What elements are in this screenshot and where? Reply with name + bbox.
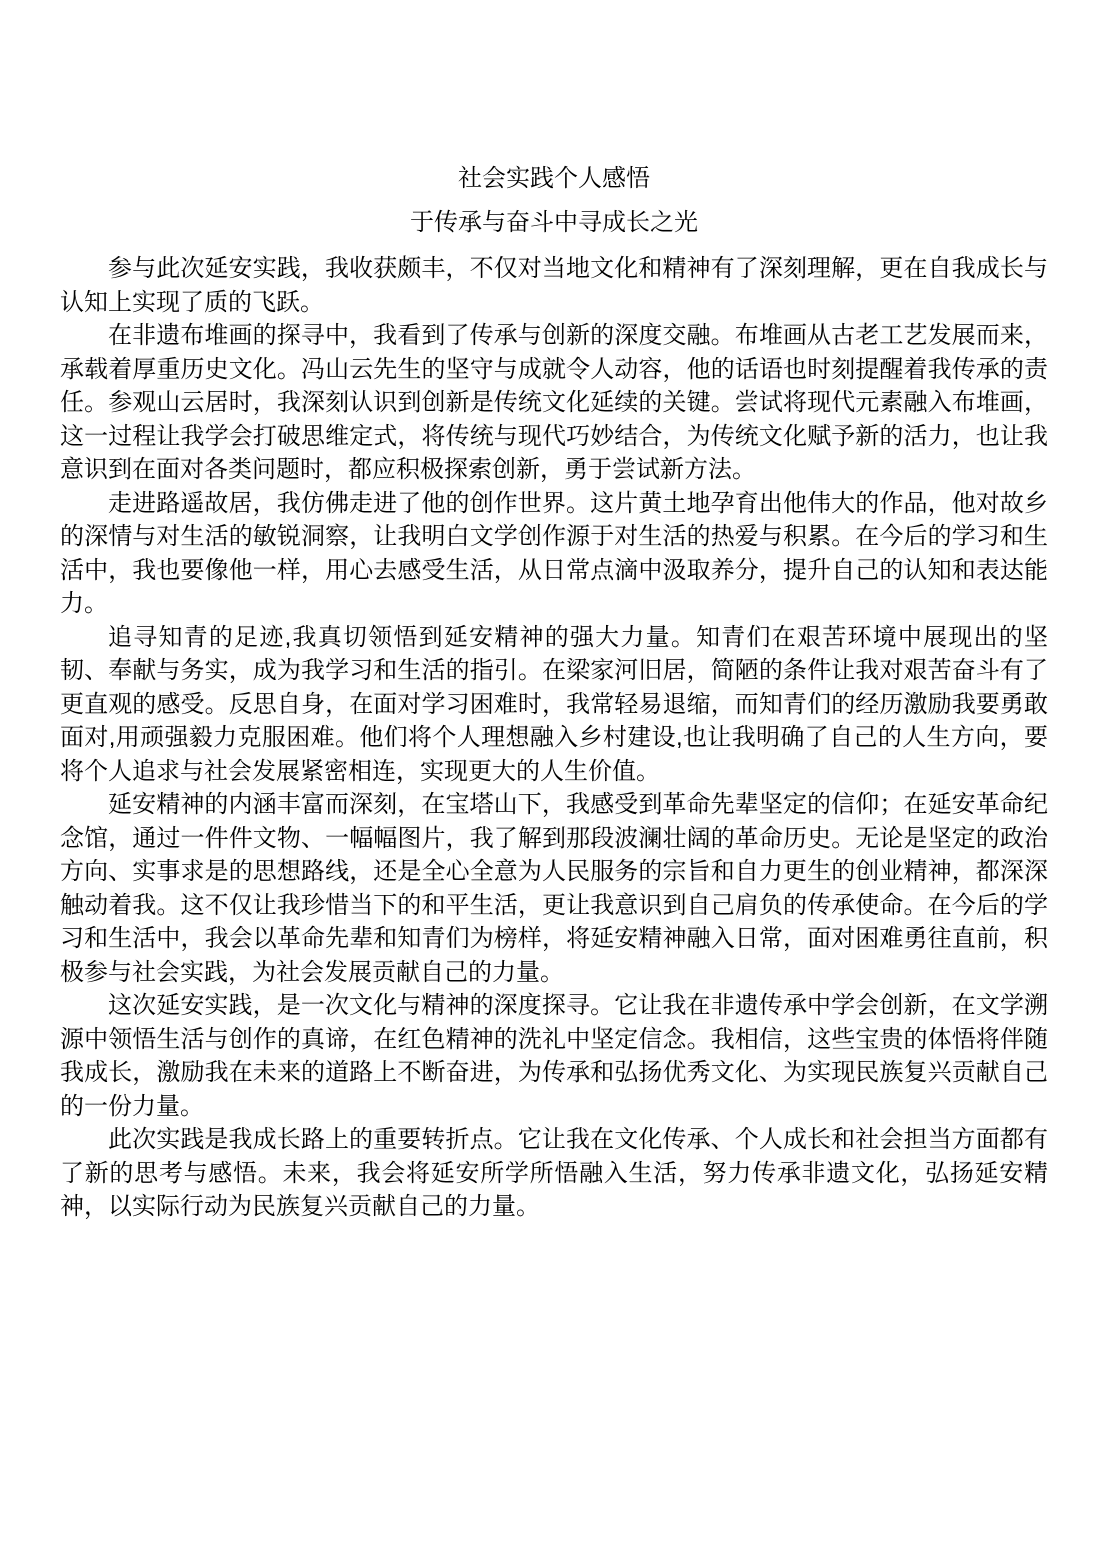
- document-body: [60, 252, 1048, 1224]
- paragraph: 延安精神的内涵丰富而深刻，在宝塔山下，我感受到革命先辈坚定的信仰；在延安革命纪念馆，通过一件件文物、一幅幅图片，我了解到那段波澜壮阔的革命历史。无论是坚定的政治方向、实事求是的思想路线，还是全心全意为人民服务的宗旨和自力更生的创业精神，都深深触动着我。这不仅让我珍惜当下的和平生活，更让我意识到自己肩负的传承使命。在今后的学习和生活中，我会以革命先辈和知青们为榜样，将延安精神融入日常，面对困难勇往直前，积极参与社会实践，为社会发展贡献自己的力量。: [60, 791, 1048, 986]
- paragraph: 这次延安实践，是一次文化与精神的深度探寻。它让我在非遗传承中学会创新，在文学溯源中领悟生活与创作的真谛，在红色精神的洗礼中坚定信念。我相信，这些宝贵的体悟将伴随我成长，激励我在未来的道路上不断奋进，为传承和弘扬优秀文化、为实现民族复兴贡献自己的一份力量。: [60, 992, 1048, 1120]
- paragraph: 追寻知青的足迹,我真切领悟到延安精神的强大力量。知青们在艰苦环境中展现出的坚韧、奉献与务实，成为我学习和生活的指引。在梁家河旧居，简陋的条件让我对艰苦奋斗有了更直观的感受。反思自身，在面对学习困难时，我常轻易退缩，而知青们的经历激励我要勇敢面对,用顽强毅力克服困难。他们将个人理想融入乡村建设,也让我明确了自己的人生方向，要将个人追求与社会发展紧密相连，实现更大的人生价值。: [60, 623, 1048, 785]
- page-title: 社会实践个人感悟: [458, 165, 650, 192]
- paragraph: 此次实践是我成长路上的重要转折点。它让我在文化传承、个人成长和社会担当方面都有了新的思考与感悟。未来，我会将延安所学所悟融入生活，努力传承非遗文化，弘扬延安精神，以实际行动为民族复兴贡献自己的力量。: [60, 1126, 1048, 1220]
- paragraph: 走进路遥故居，我仿佛走进了他的创作世界。这片黄土地孕育出他伟大的作品，他对故乡的深情与对生活的敏锐洞察，让我明白文学创作源于对生活的热爱与积累。在今后的学习和生活中，我也要像他一样，用心去感受生活，从日常点滴中汲取养分，提升自己的认知和表达能力。: [60, 489, 1048, 617]
- page-subtitle: 于传承与奋斗中寻成长之光: [410, 209, 698, 236]
- paragraph: 在非遗布堆画的探寻中，我看到了传承与创新的深度交融。布堆画从古老工艺发展而来，承载着厚重历史文化。冯山云先生的坚守与成就令人动容，他的话语也时刻提醒着我传承的责任。参观山云居时，我深刻认识到创新是传统文化延续的关键。尝试将现代元素融入布堆画，这一过程让我学会打破思维定式，将传统与现代巧妙结合，为传统文化赋予新的活力，也让我意识到在面对各类问题时，都应积极探索创新，勇于尝试新方法。: [60, 322, 1048, 483]
- paragraph: 参与此次延安实践，我收获颇丰，不仅对当地文化和精神有了深刻理解，更在自我成长与认知上实现了质的飞跃。: [60, 255, 1048, 316]
